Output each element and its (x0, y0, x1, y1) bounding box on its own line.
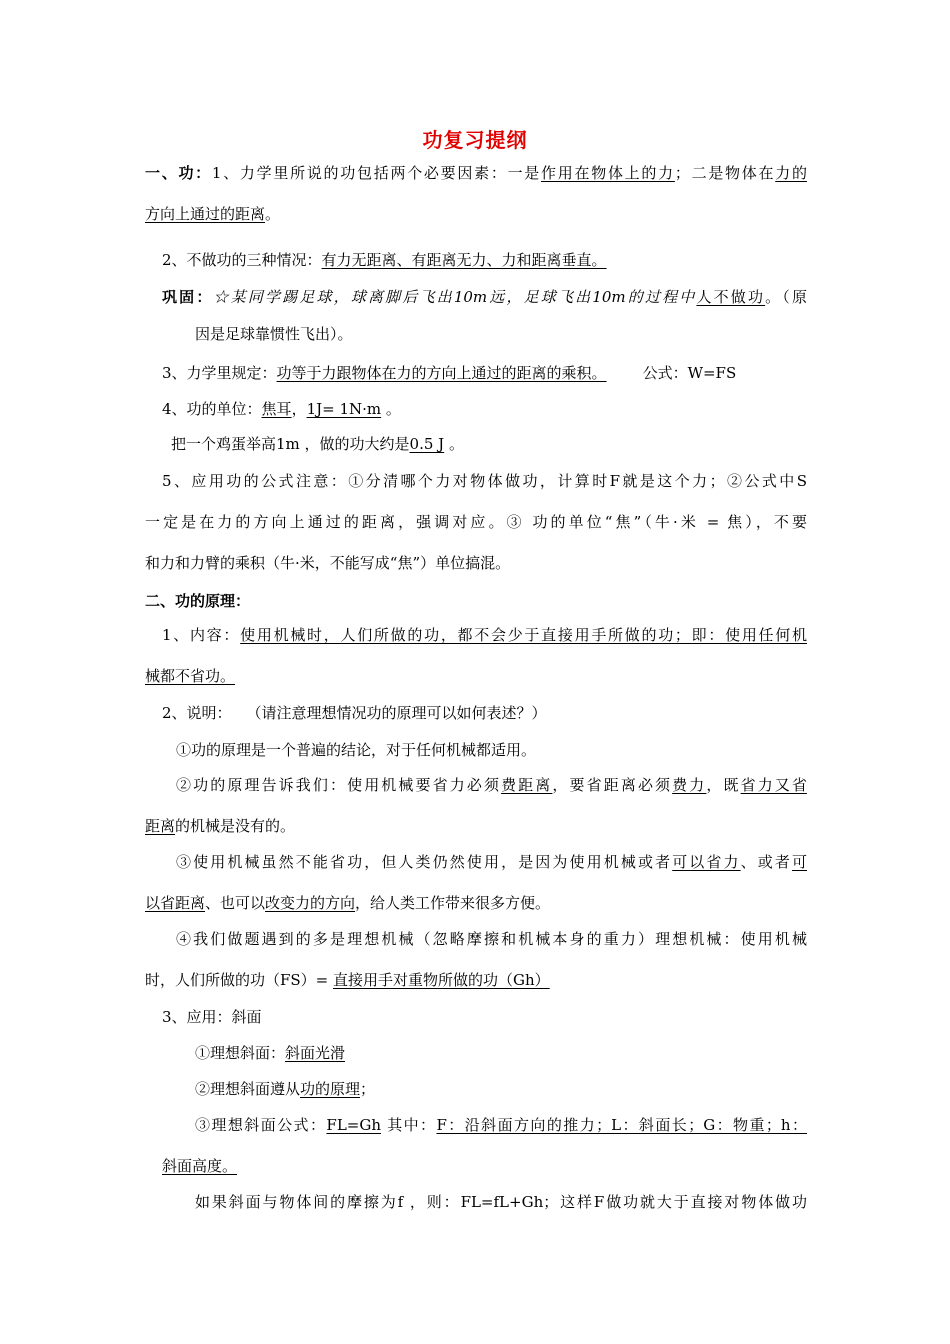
formula-w-fs: 公式：W=FS (642, 364, 737, 382)
s2-note-3-line-1: ③使用机械虽然不能省功，但人类仍然使用，是因为使用机械或者可以省力、或者可 (176, 853, 807, 871)
s2-note-2-line-1: ②功的原理告诉我们：使用机械要省力必须费距离，要省距离必须费力，既省力又省 (176, 776, 807, 794)
s1-consolidation-line-2: 因是足球靠惯性飞出）。 (195, 325, 353, 343)
s1-paragraph-5-line-1: 5、应用功的公式注意：①分清哪个力对物体做功，计算时F就是这个力；②公式中S (162, 472, 807, 490)
s1-paragraph-1-line-1: 一、功：1、力学里所说的功包括两个必要因素：一是作用在物体上的力；二是物体在力的 (145, 164, 807, 182)
s1-paragraph-5-line-3: 和力和力臂的乘积（牛·米，不能写成“焦”）单位搞混。 (145, 554, 511, 572)
s2-incline-2: ②理想斜面遵从功的原理； (195, 1080, 376, 1098)
s2-incline-3-line-2: 斜面高度。 (162, 1157, 238, 1175)
s2-content-line-2: 械都不省功。 (145, 667, 236, 685)
s2-friction-line: 如果斜面与物体间的摩擦为f ，则：FL=fL+Gh；这样F做功就大于直接对物体做功 (195, 1193, 807, 1211)
s2-incline-1: ①理想斜面：斜面光滑 (195, 1044, 346, 1062)
s2-explanation-heading: 2、说明： （请注意理想情况功的原理可以如何表述？） (162, 704, 547, 722)
s2-application-heading: 3、应用：斜面 (162, 1008, 262, 1026)
s1-paragraph-1-line-2: 方向上通过的距离。 (145, 205, 281, 223)
page-title: 功复习提纲 (422, 128, 528, 152)
section-1-heading: 一、功： (145, 164, 212, 182)
s2-note-4-line-1: ④我们做题遇到的多是理想机械（忽略摩擦和机械本身的重力）理想机械：使用机械 (176, 930, 807, 948)
s2-note-2-line-2: 距离的机械是没有的。 (145, 817, 296, 835)
s2-note-4-line-2: 时，人们所做的功（FS）= 直接用手对重物所做的功（Gh） (145, 971, 550, 989)
s2-incline-3-line-1: ③理想斜面公式：FL=Gh 其中：F：沿斜面方向的推力；L：斜面长；G：物重；h： (195, 1116, 807, 1134)
s1-paragraph-3: 3、力学里规定：功等于力跟物体在力的方向上通过的距离的乘积。 公式：W=FS (162, 364, 737, 382)
s2-note-3-line-2: 以省距离、也可以改变力的方向，给人类工作带来很多方便。 (145, 894, 551, 912)
s1-egg-example: 把一个鸡蛋举高1m ，做的功大约是0.5 J 。 (171, 435, 464, 453)
consolidation-label: 巩固： (162, 288, 214, 306)
section-2-heading: 二、功的原理： (145, 592, 251, 610)
s1-paragraph-2: 2、不做功的三种情况：有力无距离、有距离无力、力和距离垂直。 (162, 251, 607, 269)
s1-paragraph-4: 4、功的单位：焦耳，1J= 1N·m 。 (162, 400, 401, 418)
s2-note-1: ①功的原理是一个普遍的结论，对于任何机械都适用。 (176, 741, 537, 759)
s1-consolidation-line-1: 巩固：☆某同学踢足球，球离脚后飞出10m远，足球飞出10m的过程中人不做功。（原 (162, 288, 807, 306)
s1-paragraph-5-line-2: 一定是在力的方向上通过的距离，强调对应。③ 功的单位“焦”（牛·米 = 焦），不要 (145, 513, 807, 531)
s2-content-line-1: 1、内容：使用机械时，人们所做的功，都不会少于直接用手所做的功；即：使用任何机 (162, 626, 807, 644)
